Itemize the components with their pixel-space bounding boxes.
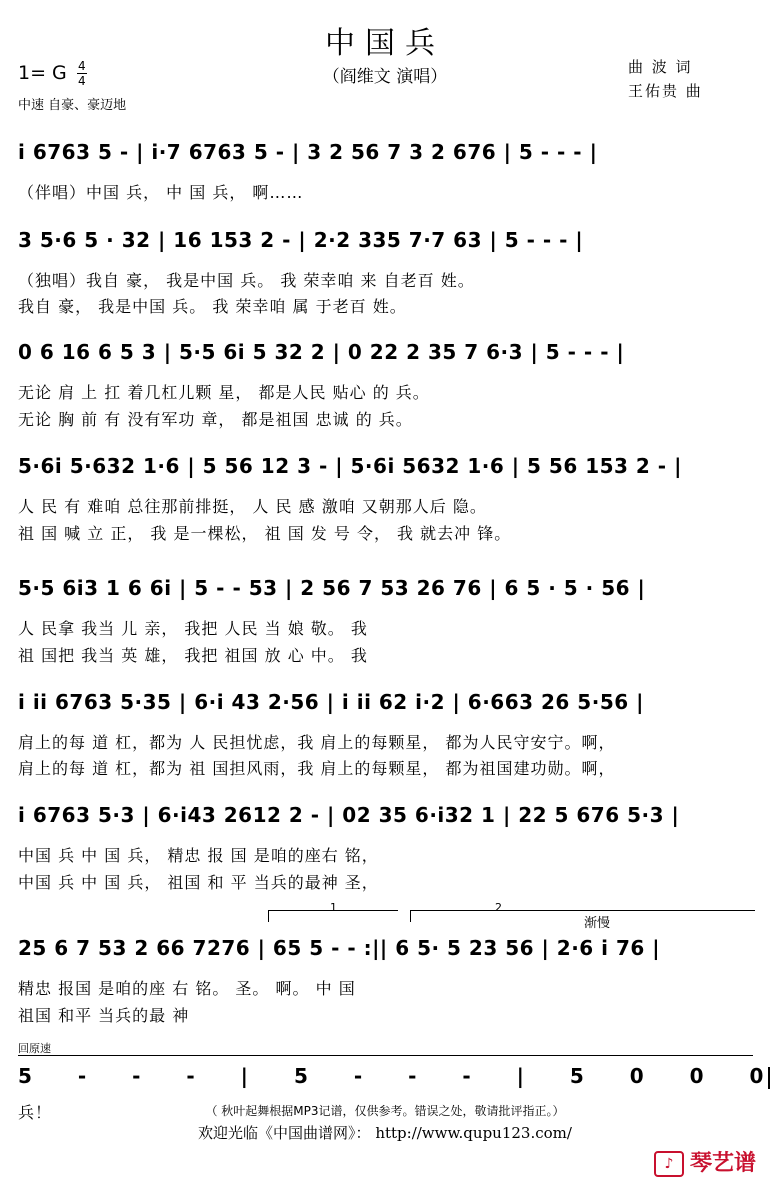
song-title: 中国兵 — [325, 26, 445, 61]
tempo-marking: 中速 自豪、豪迈地 — [18, 98, 127, 113]
lyric-line: （独唱）我自 豪， 我是中国 兵。 我 荣幸咱 来 自老百 姓。 — [18, 271, 475, 290]
notation-row: 0 6 16 6 5 3 | 5·5 6i 5 32 2 | 0 22 2 35 7 6·3 | 5 - - - | — [18, 340, 625, 364]
lyric-line: 兵！ — [18, 1103, 53, 1122]
notation-row: 25 6 7 53 2 66 7276 | 65 5 - - :|| 6 5· 5 23 56 | 2·6 i 76 | — [18, 936, 661, 960]
lyric-line: 人 民拿 我当 儿 亲， 我把 人民 当 娘 敬。 我 — [18, 619, 368, 638]
time-signature: $\frac{4}{4}$ — [78, 59, 86, 88]
transcription-note: （ 秋叶起舞根据MP3记谱，仅供参考。错误之处，敬请批评指正。） — [205, 1104, 565, 1118]
lyric-line: 我自 豪， 我是中国 兵。 我 荣幸咱 属 于老百 姓。 — [18, 297, 407, 316]
composer-credit: 王佑贵 曲 — [628, 82, 703, 100]
lyric-line: 肩上的每 道 杠，都为 人 民担忧虑，我 肩上的每颗星， 都为人民守安宁。啊， — [18, 733, 616, 752]
lyricist-credit: 曲 波 词 — [628, 58, 693, 76]
notation-row: 5 - - - | 5 - - - | 5 0 0 0 — [18, 1064, 770, 1089]
volta-2-label: 2 — [495, 901, 502, 914]
volta-1-label: 1 — [330, 901, 337, 914]
lyric-line: （伴唱）中国 兵， 中 国 兵， 啊…… — [18, 183, 304, 202]
brand-icon: ♪ — [654, 1151, 684, 1177]
lyric-line: 祖 国把 我当 英 雄， 我把 祖国 放 心 中。 我 — [18, 646, 368, 665]
lyric-line: 人 民 有 难咱 总往那前排挺， 人 民 感 激咱 又朝那人后 隐。 — [18, 497, 487, 516]
lyric-line: 无论 胸 前 有 没有军功 章， 都是祖国 忠诚 的 兵。 — [18, 410, 413, 429]
lyric-line: 无论 肩 上 扛 着几杠儿颗 星， 都是人民 贴心 的 兵。 — [18, 383, 430, 402]
site-link[interactable]: 欢迎光临《中国曲谱网》： http://www.qupu123.com/ — [198, 1124, 572, 1142]
lyric-line: 中国 兵 中 国 兵， 精忠 报 国 是咱的座右 铭， — [18, 846, 379, 865]
lyric-line: 祖 国 喊 立 正， 我 是一棵松， 祖 国 发 号 令， 我 就去冲 锋。 — [18, 524, 512, 543]
notation-row: i 6763 5·3 | 6·i43 2612 2 - | 02 35 6·i32 1 | 22 5 676 5·3 | — [18, 803, 680, 827]
notation-row: i ii 6763 5·35 | 6·i 43 2·56 | i ii 62 i·2 | 6·663 26 5·56 | — [18, 690, 644, 714]
lyric-line: 精忠 报国 是咱的座 右 铭。 圣。 啊。 中 国 — [18, 979, 356, 998]
brand-logo: ♪ 琴艺谱 — [654, 1146, 756, 1177]
key-signature — [18, 60, 87, 87]
song-subtitle: （阎维文 演唱） — [322, 67, 448, 87]
lyric-line: 中国 兵 中 国 兵， 祖国 和 平 当兵的最神 圣， — [18, 873, 379, 892]
lyric-line: 肩上的每 道 杠，都为 祖 国担风雨，我 肩上的每颗星， 都为祖国建功勋。啊， — [18, 759, 616, 778]
tempo-return-marking: 回原速 — [18, 1042, 51, 1055]
notation-row: 5·5 6i3 1 6 6i | 5 - - 53 | 2 56 7 53 26 76 | 6 5 · 5 · 56 | — [18, 576, 646, 600]
key-label: 1= G — [18, 62, 67, 84]
notation-row: i 6763 5 - | i·7 6763 5 - | 3 2 56 7 3 2 676 | 5 - - - | — [18, 140, 598, 164]
notation-row: 3 5·6 5 · 32 | 16 153 2 - | 2·2 335 7·7 63 | 5 - - - | — [18, 228, 584, 252]
notation-row: 5·6i 5·632 1·6 | 5 56 12 3 - | 5·6i 5632 1·6 | 5 56 153 2 - | — [18, 454, 682, 478]
tempo-change-marking: 渐慢 — [584, 916, 611, 931]
lyric-line: 祖国 和平 当兵的最 神 — [18, 1006, 190, 1025]
